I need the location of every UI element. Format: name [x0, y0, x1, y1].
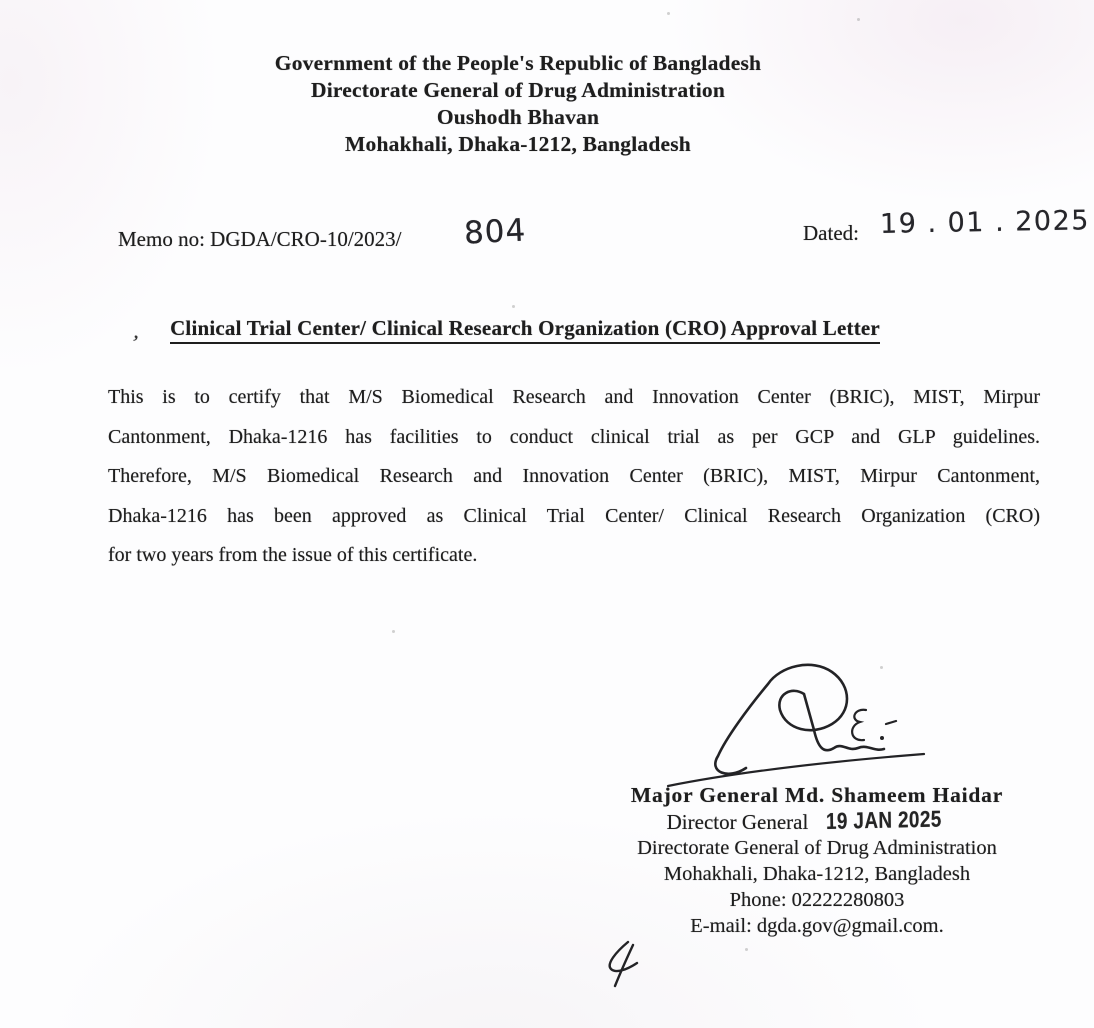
scan-speck — [120, 438, 123, 441]
signatory-designation-row — [578, 805, 1056, 835]
letterhead-line-government: Government of the People's Republic of Bangladesh — [274, 51, 762, 75]
handwritten-initial-mark-icon — [598, 936, 658, 992]
letter-title-row — [0, 316, 1050, 341]
signatory-organization: Directorate General of Drug Administration — [637, 837, 997, 859]
signatory-designation: Director General — [666, 810, 809, 834]
scan-stray-mark: ’ — [128, 329, 141, 356]
body-line: Dhaka-1216 has been approved as Clinical Trial Center/ Clinical Research Organization (CRO) — [108, 504, 1040, 527]
body-line: Therefore, M/S Biomedical Research and Innovation Center (BRIC), MIST, Mirpur Cantonment, — [108, 465, 1040, 487]
body-line: for two years from the issue of this certificate. — [108, 544, 478, 566]
memo-number-handwritten: 804 — [463, 212, 528, 252]
dated-label: Dated: — [803, 221, 859, 245]
received-date-stamp: 19 JAN 2025 — [826, 805, 943, 834]
signatory-address: Mohakhali, Dhaka-1212, Bangladesh — [663, 863, 971, 885]
body-line: Cantonment, Dhaka-1216 has facilities to conduct clinical trial as per GCP and GLP guidelines. — [108, 425, 1040, 448]
letterhead-line-building: Oushodh Bhavan — [436, 105, 600, 129]
letter-title: Clinical Trial Center/ Clinical Research Organization (CRO) Approval Letter — [170, 316, 880, 344]
body-line: This is to certify that M/S Biomedical Research and Innovation Center (BRIC), MIST, Mirpur — [108, 386, 1040, 408]
letterhead-line-address: Mohakhali, Dhaka-1212, Bangladesh — [345, 132, 691, 156]
date-handwritten: 19 . 01 . 2025 — [879, 205, 1091, 240]
scan-speck — [745, 948, 748, 951]
scan-speck — [918, 392, 921, 395]
scan-speck — [857, 18, 860, 21]
signatory-phone: Phone: 02222280803 — [729, 889, 905, 911]
letterhead-line-directorate: Directorate General of Drug Administration — [310, 78, 726, 102]
signatory-block — [578, 782, 1056, 939]
memo-number-label: Memo no: DGDA/CRO-10/2023/ — [118, 227, 402, 251]
scan-speck — [392, 630, 395, 633]
signatory-email: E-mail: dgda.gov@gmail.com. — [690, 915, 944, 937]
letterhead — [0, 50, 1036, 158]
scan-speck — [880, 666, 883, 669]
signatory-name: Major General Md. Shameem Haidar — [630, 783, 1004, 807]
scan-speck — [667, 12, 670, 15]
signature-handwriting-icon — [628, 650, 1064, 790]
scan-speck — [512, 305, 515, 308]
letter-body — [108, 378, 1040, 576]
